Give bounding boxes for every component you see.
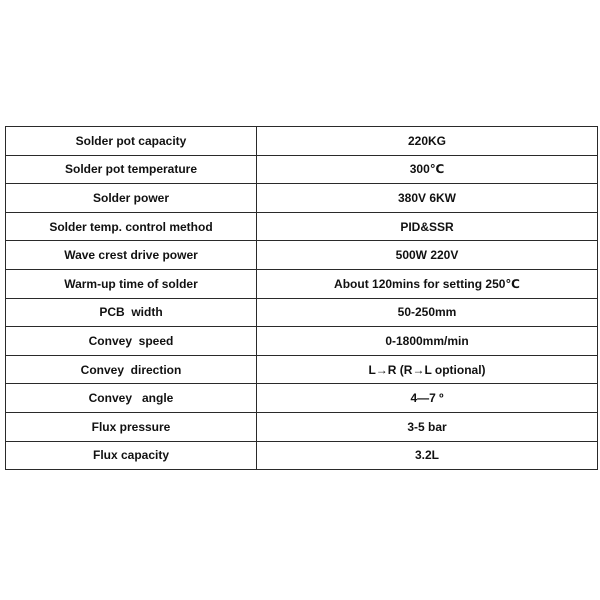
value-cell: 220KG [257, 127, 598, 156]
parameter-cell: Solder pot capacity [6, 127, 257, 156]
table-row [6, 441, 598, 470]
value-cell: 500W 220V [257, 241, 598, 270]
table-row [6, 127, 598, 156]
table-row [6, 355, 598, 384]
value-cell: 50-250mm [257, 298, 598, 327]
parameter-cell: Convey direction [6, 355, 257, 384]
parameter-cell: Solder temp. control method [6, 212, 257, 241]
table-row [6, 298, 598, 327]
table-row [6, 412, 598, 441]
spec-table-body [6, 127, 598, 470]
table-row [6, 384, 598, 413]
parameter-cell: Flux capacity [6, 441, 257, 470]
parameter-cell: Wave crest drive power [6, 241, 257, 270]
value-cell: 3-5 bar [257, 412, 598, 441]
value-cell: About 120mins for setting 250℃ [257, 269, 598, 298]
parameter-cell: Convey angle [6, 384, 257, 413]
parameter-cell: Solder pot temperature [6, 155, 257, 184]
value-cell: 380V 6KW [257, 184, 598, 213]
value-cell: 300℃ [257, 155, 598, 184]
value-cell: 4—7 º [257, 384, 598, 413]
table-row [6, 184, 598, 213]
table-row [6, 155, 598, 184]
parameter-cell: Convey speed [6, 327, 257, 356]
value-cell: 0-1800mm/min [257, 327, 598, 356]
spec-table [5, 126, 598, 470]
value-cell: 3.2L [257, 441, 598, 470]
value-cell: L→R (R→L optional) [257, 355, 598, 384]
table-row [6, 241, 598, 270]
parameter-cell: PCB width [6, 298, 257, 327]
table-row [6, 327, 598, 356]
parameter-cell: Flux pressure [6, 412, 257, 441]
table-row [6, 212, 598, 241]
table-row [6, 269, 598, 298]
parameter-cell: Solder power [6, 184, 257, 213]
parameter-cell: Warm-up time of solder [6, 269, 257, 298]
value-cell: PID&SSR [257, 212, 598, 241]
